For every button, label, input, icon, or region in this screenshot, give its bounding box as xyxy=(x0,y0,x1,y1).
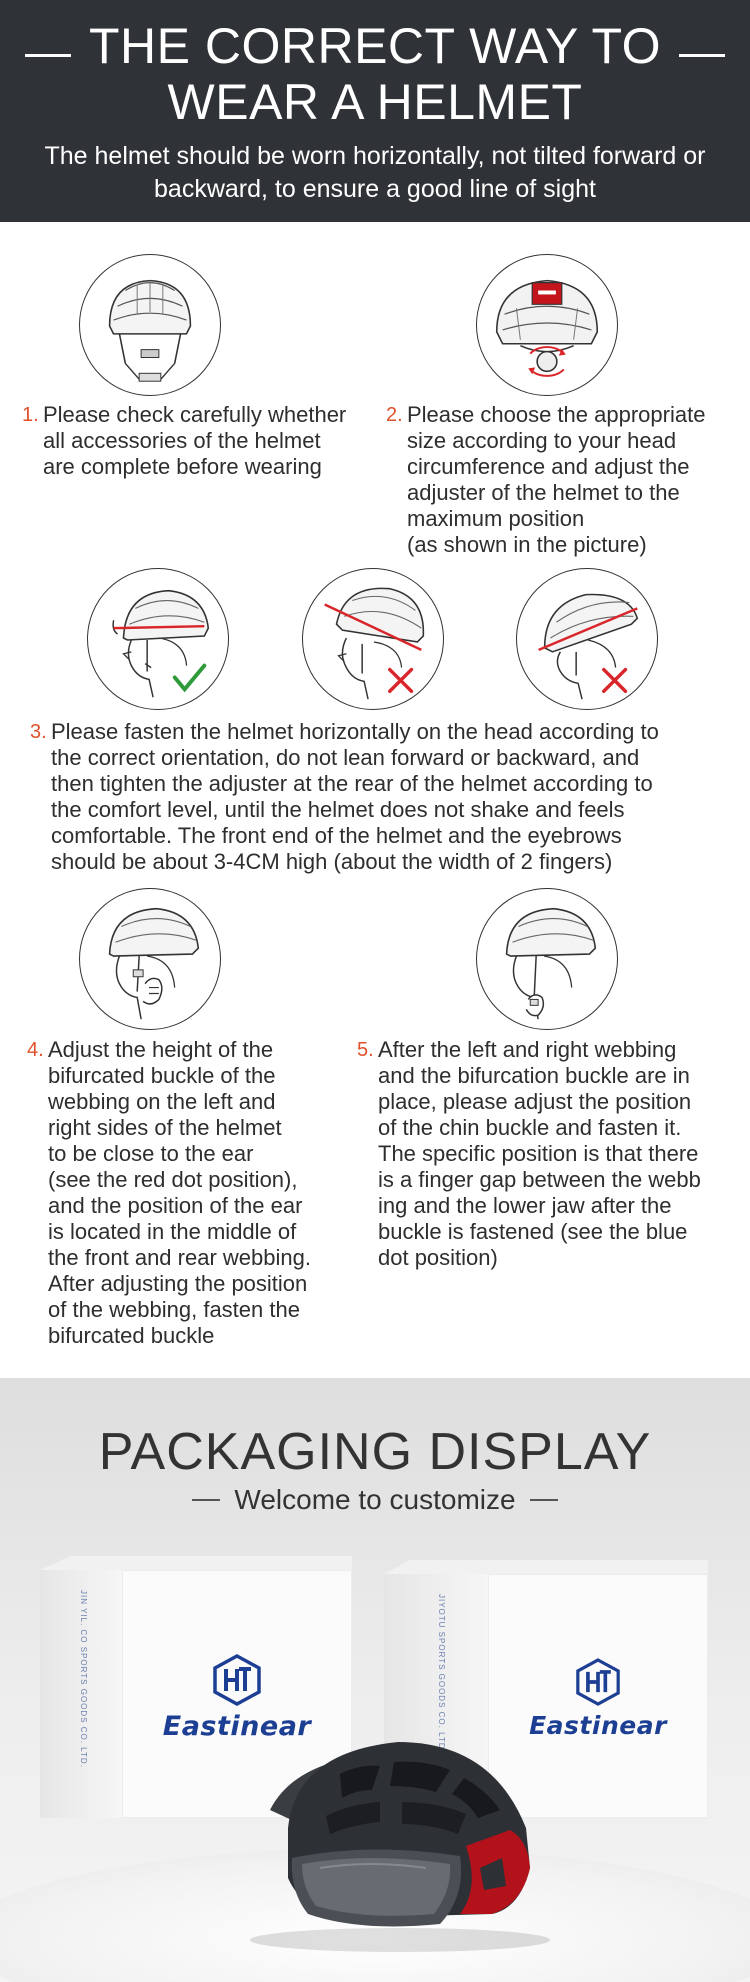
box-1-side-text: JIN YIL. CO SPORTS GOODS CO. LTD. xyxy=(79,1590,88,1768)
box-2-side-text: JIYOTU SPORTS GOODS CO. LTD. xyxy=(437,1594,446,1753)
header-banner xyxy=(0,0,750,222)
chin-buckle-fasten-icon xyxy=(476,888,618,1030)
box-1-brand-name: Eastinear xyxy=(162,1711,312,1742)
ht-logo-icon xyxy=(213,1654,261,1706)
step-3 xyxy=(30,719,740,875)
step-2 xyxy=(386,402,736,558)
step-4 xyxy=(27,1037,367,1349)
title-line-1: THE CORRECT WAY TO xyxy=(88,18,662,74)
step-1 xyxy=(22,402,372,480)
ht-logo-icon xyxy=(576,1658,620,1706)
mountain-bike-helmet-icon xyxy=(230,1718,560,1958)
step-4-text: Adjust the height of the bifurcated buckle of the webbing on the left and right sides of the helmet to be close to the ear (see the red dot position), and the position of the ear is located in the middle of the front and rear webbing. After adjusting the position of the webbing, fasten the bifurcated buckle xyxy=(48,1037,311,1348)
step-5-number: 5. xyxy=(357,1039,374,1061)
step-3-number: 3. xyxy=(30,721,47,743)
step-5-text: After the left and right webbing and the bifurcation buckle are in place, please adjust the position of the chin buckle and fasten it. The specific position is that there is a finger gap between the webb ing and the lower jaw after the buckle is fastened (see the blue dot position) xyxy=(378,1037,701,1270)
packaging-subtitle: Welcome to customize xyxy=(0,1482,750,1518)
title-line-2: WEAR A HELMET xyxy=(167,74,583,130)
title-dash-left xyxy=(25,54,71,57)
step-5 xyxy=(357,1037,743,1271)
step-2-text: Please choose the appropriate size according to your head circumference and adjust the adjuster of the helmet to the maximum position (as shown in the picture) xyxy=(407,402,706,557)
helmet-level-correct-icon xyxy=(87,568,229,710)
step-3-text: Please fasten the helmet horizontally on the head according to the correct orientation, do not lean forward or backward, and then tighten the adjuster at the rear of the helmet according to the comfort level, until the helmet does not shake and feels comfortable. The front end of the helmet and the eyebrows should be about 3-4CM high (about the width of 2 fingers) xyxy=(51,719,659,874)
step-1-number: 1. xyxy=(22,404,39,426)
step-1-text: Please check carefully whether all accessories of the helmet are complete before wearing xyxy=(43,402,347,479)
page-title xyxy=(0,18,750,130)
subtitle-dash-right xyxy=(530,1499,558,1501)
packaging-section xyxy=(0,1378,750,1982)
box-2-brand-name: Eastinear xyxy=(529,1711,667,1740)
helmet-adjuster-icon xyxy=(476,254,618,396)
subtitle-dash-left xyxy=(192,1499,220,1501)
step-2-number: 2. xyxy=(386,404,403,426)
page-subtitle: The helmet should be worn horizontally, not tilted forward or backward, to ensure a good line of sight xyxy=(44,142,706,203)
helmet-tilted-forward-wrong-icon xyxy=(516,568,658,710)
side-buckle-adjust-icon xyxy=(79,888,221,1030)
step-4-number: 4. xyxy=(27,1039,44,1061)
packaging-title: PACKAGING DISPLAY xyxy=(98,1423,652,1481)
title-dash-right xyxy=(679,54,725,57)
helmet-tilted-back-wrong-icon xyxy=(302,568,444,710)
helmet-accessories-icon xyxy=(79,254,221,396)
